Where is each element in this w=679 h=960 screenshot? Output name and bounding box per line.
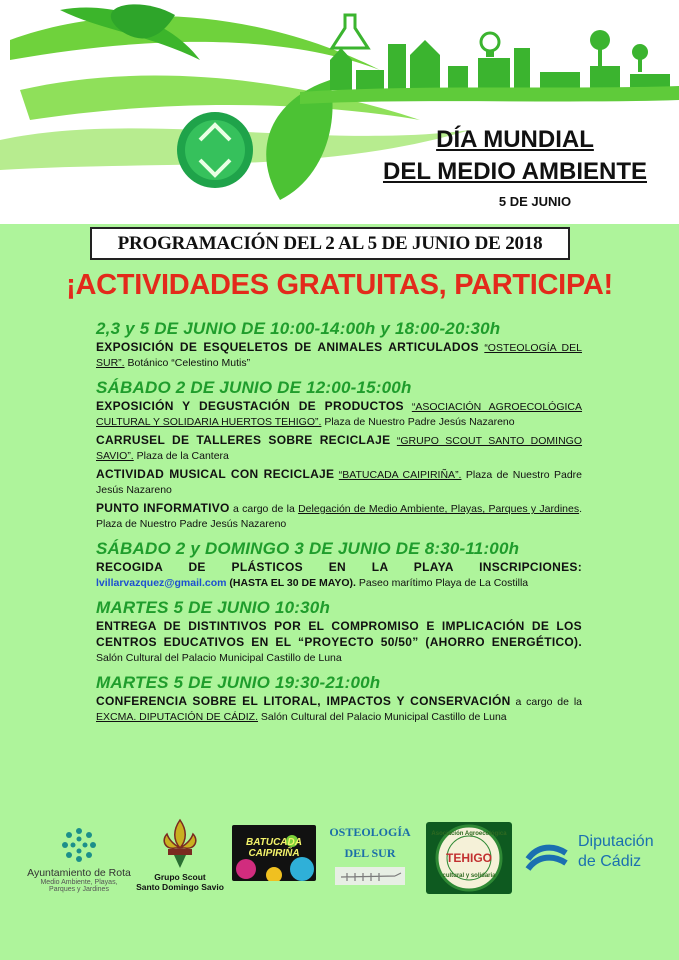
diputacion-emblem-icon (524, 835, 570, 875)
title-line-1: DÍA MUNDIAL (436, 126, 594, 153)
activity-place: Plaza de Nuestro Padre Jesús Nazareno (96, 469, 582, 496)
activity-carrusel (96, 433, 582, 464)
scout-line-1: Grupo Scout (154, 872, 206, 882)
activity-place: Botánico “Celestino Mutis” (124, 357, 251, 369)
activity-organizer: “GRUPO SCOUT SANTO DOMINGO SAVIO”. (96, 435, 583, 462)
batucada-name: BATUCADA CAIPIRIÑA (246, 837, 302, 859)
logo-grupo-scout (134, 818, 226, 892)
activity-organizer: “OSTEOLOGÍA DEL SUR”. (96, 342, 582, 369)
activity-organizer: “BATUCADA CAIPIRIÑA”. (338, 469, 462, 481)
activity-place: Salón Cultural del Palacio Municipal Castillo de Luna (96, 652, 342, 664)
logo-tehigo (426, 822, 512, 894)
activity-degustacion (96, 399, 582, 430)
section-title-1: 2,3 y 5 DE JUNIO DE 10:00-14:00h y 18:00-20:30h (96, 319, 501, 338)
activity-name: RECOGIDA DE PLÁSTICOS EN LA PLAYA INSCRIPCIONES: (96, 560, 582, 574)
fleur-de-lis-icon (159, 818, 201, 870)
header-banner (0, 0, 679, 224)
tehigo-bottom: cultural y solidaria (442, 873, 496, 879)
activity-conferencia (96, 694, 582, 725)
logo-ayuntamiento-rota (20, 825, 138, 893)
activity-name: CARRUSEL DE TALLERES SOBRE RECICLAJE (96, 433, 391, 447)
activity-name: PUNTO INFORMATIVO (96, 501, 230, 515)
activity-organizer: EXCMA. DIPUTACIÓN DE CÁDIZ. (96, 711, 258, 723)
activity-distintivos (96, 619, 582, 666)
activity-organizer: Delegación de Medio Ambiente, Playas, Parques y Jardines (298, 503, 580, 515)
activity-recogida (96, 560, 582, 591)
activity-place: Salón Cultural del Palacio Municipal Castillo de Luna (258, 711, 507, 723)
activity-punto-informativo (96, 501, 582, 532)
tehigo-top: Asociación Agroecológica (431, 831, 507, 837)
activity-name: ACTIVIDAD MUSICAL CON RECICLAJE (96, 467, 335, 481)
section-title-3: SÁBADO 2 y DOMINGO 3 DE JUNIO DE 8:30-11:00h (96, 539, 520, 558)
activity-name: ENTREGA DE DISTINTIVOS POR EL COMPROMISO E IMPLICACIÓN DE LOS CENTROS EDUCATIVOS EN EL “PROYECTO 50/50” (AHORRO ENERGÉTICO). (96, 619, 582, 649)
activity-place: Plaza de Nuestro Padre Jesús Nazareno (321, 416, 515, 428)
slogan: ¡ACTIVIDADES GRATUITAS, PARTICIPA! (66, 269, 613, 301)
activity-connector: a cargo de la (229, 503, 299, 515)
sponsor-logos (0, 815, 679, 935)
logo-batucada (232, 825, 316, 881)
rota-emblem-icon (59, 825, 99, 865)
registration-deadline: (HASTA EL 30 DE MAYO). (226, 577, 356, 589)
osteo-line-2: DEL SUR (344, 846, 396, 860)
programacion-box: PROGRAMACIÓN DEL 2 AL 5 DE JUNIO DE 2018 (90, 227, 570, 260)
contact-email[interactable]: lvillarvazquez@gmail.com (96, 577, 227, 589)
activity-place: Paseo marítimo Playa de La Costilla (355, 577, 529, 589)
rota-name: Ayuntamiento de Rota (27, 867, 131, 879)
logo-osteologia (328, 825, 412, 887)
scout-line-2: Santo Domingo Savio (136, 882, 224, 892)
activity-place: Plaza de la Cantera (133, 450, 229, 462)
event-title (360, 124, 670, 209)
osteo-line-1: OSTEOLOGÍA (329, 825, 411, 839)
section-title-5: MARTES 5 DE JUNIO 19:30-21:00h (96, 673, 381, 692)
activity-connector: a cargo de la (510, 696, 582, 708)
diputacion-line-2: de Cádiz (578, 853, 642, 870)
activity-organizer: “ASOCIACIÓN AGROECOLÓGICA CULTURAL Y SOLIDARIA HUERTOS TEHIGO”. (96, 401, 583, 428)
activity-place: . Plaza de Nuestro Padre Jesús Nazareno (96, 503, 582, 530)
logo-diputacion (524, 829, 674, 879)
activity-osteologia (96, 340, 582, 371)
rota-sub-2: Parques y Jardines (49, 886, 109, 893)
activity-name: EXPOSICIÓN Y DEGUSTACIÓN DE PRODUCTOS (96, 399, 404, 413)
rota-sub-1: Medio Ambiente, Playas, (40, 879, 118, 886)
diputacion-line-1: Diputación (578, 833, 654, 850)
skeleton-icon (335, 867, 405, 885)
section-title-2: SÁBADO 2 DE JUNIO DE 12:00-15:00h (96, 378, 412, 397)
section-title-4: MARTES 5 DE JUNIO 10:30h (96, 598, 331, 617)
program-list (96, 318, 582, 725)
tehigo-name: TEHIGO (445, 851, 492, 865)
event-date: 5 DE JUNIO (498, 194, 572, 209)
activity-musical (96, 467, 582, 498)
title-line-2: DEL MEDIO AMBIENTE (382, 158, 647, 185)
activity-name: EXPOSICIÓN DE ESQUELETOS DE ANIMALES ARTICULADOS (96, 340, 479, 354)
activity-name: CONFERENCIA SOBRE EL LITORAL, IMPACTOS Y CONSERVACIÓN (96, 694, 511, 708)
